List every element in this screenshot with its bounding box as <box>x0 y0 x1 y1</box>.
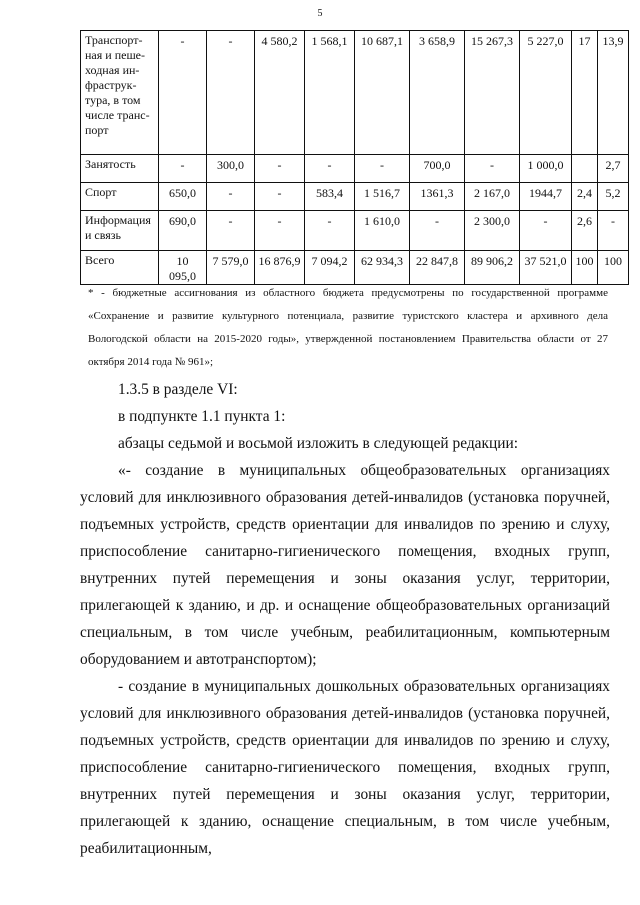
table-cell: 10 095,0 <box>159 251 207 285</box>
table-cell: 5,2 <box>598 183 629 211</box>
footnote: * - бюджетные ассигнования из областного бюджета предусмотрены по государственной программе «Сохранение и развитие культурного потенциала, развитие туристского кластера и архивного дела Вологодской области на 2015-2020 годы», утвержденной постановлением Правительства области от 27 октября 2014 года № 961»; <box>88 287 608 368</box>
table-cell: 100 <box>598 251 629 285</box>
table-cell: 1 568,1 <box>305 31 355 155</box>
table-cell: - <box>159 155 207 183</box>
table-cell: - <box>207 31 255 155</box>
table-cell: 22 847,8 <box>410 251 465 285</box>
table-cell: 1 000,0 <box>520 155 572 183</box>
table-cell: 700,0 <box>410 155 465 183</box>
table-cell: 7 579,0 <box>207 251 255 285</box>
table-cell: - <box>255 155 305 183</box>
table-cell: - <box>355 155 410 183</box>
page-number: 5 <box>317 8 323 19</box>
table-cell: 300,0 <box>207 155 255 183</box>
table-cell: 1361,3 <box>410 183 465 211</box>
table-cell: 2 167,0 <box>465 183 520 211</box>
table-cell: - <box>598 211 629 251</box>
table-cell: - <box>255 211 305 251</box>
row-name: Всего <box>81 251 159 285</box>
table-cell: 10 687,1 <box>355 31 410 155</box>
row-name: Информация и связь <box>81 211 159 251</box>
table-cell: 2 300,0 <box>465 211 520 251</box>
table-cell: 3 658,9 <box>410 31 465 155</box>
table-row <box>81 183 629 211</box>
table-cell: - <box>305 211 355 251</box>
table-cell <box>572 155 598 183</box>
table-cell: 62 934,3 <box>355 251 410 285</box>
paragraph: в подпункте 1.1 пункта 1: <box>118 408 286 425</box>
paragraph: абзацы седьмой и восьмой изложить в следующей редакции: <box>118 435 518 452</box>
table-cell: 1 516,7 <box>355 183 410 211</box>
table-row-total <box>81 251 629 285</box>
table-cell: 1 610,0 <box>355 211 410 251</box>
table-row <box>81 31 629 155</box>
table-cell: - <box>207 183 255 211</box>
table-row <box>81 155 629 183</box>
table-cell: - <box>207 211 255 251</box>
table-cell: 16 876,9 <box>255 251 305 285</box>
row-name: Транспорт-ная и пеше-ходная ин-фраструк-тура, в том числе транс-порт <box>81 31 159 155</box>
table-cell: - <box>255 183 305 211</box>
paragraph: - создание в муниципальных дошкольных образовательных организациях условий для инклюзивного образования детей-инвалидов (установка поручней, подъемных устройств, средств ориентации для инвалидов по зрению и слуху, приспособление санитарно-гигиенического помещения, входных групп, внутренних путей перемещения и зоны оказания услуг, территории, прилегающей к зданию, оснащение специальным, в том числе учебным, реабилитационным, <box>80 678 610 857</box>
table-cell: - <box>410 211 465 251</box>
table-cell: 15 267,3 <box>465 31 520 155</box>
table-cell: 583,4 <box>305 183 355 211</box>
table-cell: 690,0 <box>159 211 207 251</box>
table-cell: - <box>305 155 355 183</box>
table-cell: - <box>465 155 520 183</box>
table-cell: 100 <box>572 251 598 285</box>
table-cell: 17 <box>572 31 598 155</box>
table-cell: 2,7 <box>598 155 629 183</box>
paragraph: «- создание в муниципальных общеобразовательных организациях условий для инклюзивного образования детей-инвалидов (установка поручней, подъемных устройств, средств ориентации для инвалидов по зрению и слуху, приспособление санитарно-гигиенического помещения, входных групп, внутренних путей перемещения и зоны оказания услуг, территории, прилегающей к зданию, и др. и оснащение общеобразовательных организаций специальным, в том числе учебным, реабилитационным, компьютерным оборудованием и автотранспортом); <box>80 462 610 668</box>
paragraph: 1.3.5 в разделе VI: <box>118 381 238 398</box>
table-cell: 4 580,2 <box>255 31 305 155</box>
table-cell: 1944,7 <box>520 183 572 211</box>
table-cell: 650,0 <box>159 183 207 211</box>
table-cell: - <box>520 211 572 251</box>
table-row <box>81 211 629 251</box>
table-cell: 13,9 <box>598 31 629 155</box>
document-body <box>80 376 610 862</box>
table-cell: 2,4 <box>572 183 598 211</box>
budget-table <box>80 30 629 285</box>
table-cell: 2,6 <box>572 211 598 251</box>
row-name: Занятость <box>81 155 159 183</box>
table-cell: 7 094,2 <box>305 251 355 285</box>
table-cell: 5 227,0 <box>520 31 572 155</box>
table-cell: 89 906,2 <box>465 251 520 285</box>
row-name: Спорт <box>81 183 159 211</box>
table-cell: 37 521,0 <box>520 251 572 285</box>
table-cell: - <box>159 31 207 155</box>
